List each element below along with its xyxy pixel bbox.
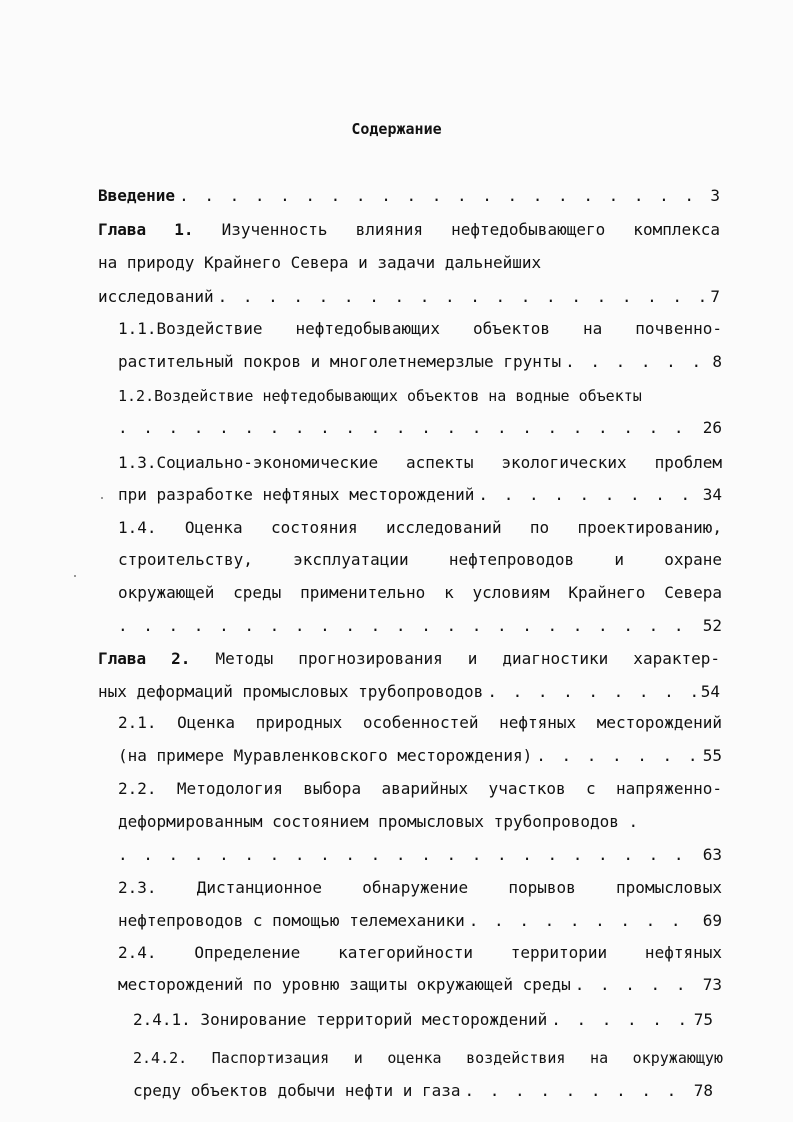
page-number: 78 <box>693 1081 713 1100</box>
toc-entry-1-4-line1: 1.4. Оценка состояния исследований по проектированию, <box>118 518 722 537</box>
toc-entry-1-4-line2: строительству, эксплуатации нефтепроводов и охране <box>118 550 722 569</box>
page-number: 34 <box>702 485 722 504</box>
toc-entry-2-4-2-line2 <box>133 1081 713 1101</box>
toc-text: исследований <box>98 287 214 306</box>
leader-dots <box>551 1010 690 1030</box>
page-number: 54 <box>700 682 720 701</box>
toc-entry-ch2-line1 <box>98 649 720 669</box>
page-number: 8 <box>712 352 722 371</box>
toc-entry-2-4-line1: 2.4. Определение категорийности территории нефтяных <box>118 943 722 962</box>
toc-text: ных деформаций промысловых трубопроводов <box>98 682 484 701</box>
page-number: 3 <box>710 186 720 205</box>
leader-dots <box>469 911 699 931</box>
toc-label: Глава 1. <box>98 220 194 239</box>
toc-entry-2-4-line2 <box>118 975 722 995</box>
toc-entry-1-3-line1: 1.3.Социально-экономические аспекты экологических проблем <box>118 453 722 472</box>
page-number: 75 <box>693 1010 713 1029</box>
page-number: 7 <box>710 287 720 306</box>
toc-entry-1-4-line4 <box>118 616 722 636</box>
page-number: 26 <box>702 418 722 437</box>
page-title: Содержание <box>351 120 442 138</box>
toc-entry-1-1-line2 <box>118 352 722 372</box>
leader-dots <box>218 287 707 307</box>
leader-dots <box>565 352 708 372</box>
leader-dots <box>575 975 699 995</box>
toc-entry-2-4-2-line1: 2.4.2. Паспортизация и оценка воздействия на окружающую <box>133 1049 723 1067</box>
toc-entry-ch1-line3 <box>98 287 720 307</box>
scan-speck <box>101 497 103 499</box>
leader-dots <box>118 418 699 438</box>
leader-dots <box>478 485 698 505</box>
page-number: 52 <box>702 616 722 635</box>
toc-label: Введение <box>98 186 176 205</box>
toc-entry-1-2-line2 <box>118 418 722 438</box>
toc-entry-2-1-line2 <box>118 746 722 766</box>
toc-text: (на примере Муравленковского месторождения) <box>118 746 533 765</box>
toc-entry-2-2-line3 <box>118 845 722 865</box>
toc-text: Методы прогнозирования и диагностики характер- <box>215 649 720 668</box>
leader-dots <box>118 845 699 865</box>
toc-entry-2-4-1 <box>133 1010 713 1030</box>
toc-entry-2-2-line1: 2.2. Методология выбора аварийных участков с напряженно- <box>118 779 722 798</box>
toc-entry-ch1-line2: на природу Крайнего Севера и задачи дальнейших <box>98 253 542 272</box>
scan-speck <box>74 575 76 577</box>
toc-entry-2-1-line1: 2.1. Оценка природных особенностей нефтяных месторождений <box>118 713 722 732</box>
toc-text: нефтепроводов с помощью телемеханики <box>118 911 465 930</box>
toc-text: Изученность влияния нефтедобывающего комплекса <box>221 220 720 239</box>
toc-entry-1-2-line1: 1.2.Воздействие нефтедобывающих объектов на водные объекты <box>118 387 642 405</box>
toc-entry-2-2-line2: деформированным состоянием промысловых трубопроводов . <box>118 812 639 831</box>
page-number: 73 <box>702 975 722 994</box>
toc-entry-1-3-line2 <box>118 485 722 505</box>
toc-text: растительный покров и многолетнемерзлые грунты <box>118 352 562 371</box>
toc-entry-intro <box>98 186 720 206</box>
toc-text: при разработке нефтяных месторождений <box>118 485 475 504</box>
leader-dots <box>487 682 696 702</box>
toc-entry-1-1-line1: 1.1.Воздействие нефтедобывающих объектов на почвенно- <box>118 319 722 338</box>
toc-entry-ch2-line2 <box>98 682 720 702</box>
toc-label: Глава 2. <box>98 649 191 668</box>
leader-dots <box>536 746 699 766</box>
toc-text: 2.4.1. Зонирование территорий месторождений <box>133 1010 548 1029</box>
toc-entry-ch1-line1 <box>98 220 720 240</box>
toc-text: среду объектов добычи нефти и газа <box>133 1081 461 1100</box>
page-number: 69 <box>702 911 722 930</box>
toc-entry-2-3-line1: 2.3. Дистанционное обнаружение порывов промысловых <box>118 878 722 897</box>
leader-dots <box>179 186 706 206</box>
page-number: 55 <box>702 746 722 765</box>
toc-entry-2-3-line2 <box>118 911 722 931</box>
toc-text: месторождений по уровню защиты окружающей среды <box>118 975 571 994</box>
page-number: 63 <box>702 845 722 864</box>
leader-dots <box>118 616 699 636</box>
toc-entry-1-4-line3: окружающей среды применительно к условиям Крайнего Севера <box>118 583 722 602</box>
leader-dots <box>465 1081 690 1101</box>
